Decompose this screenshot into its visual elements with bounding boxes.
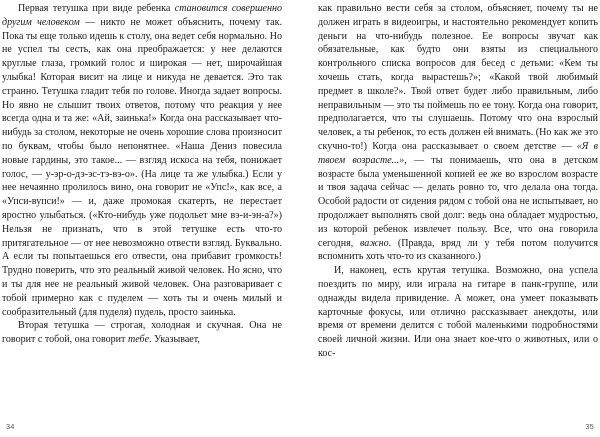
paragraph <box>2 2 282 319</box>
paragraph <box>318 2 598 264</box>
body-text: . Указывает, <box>149 334 200 346</box>
emphasized-text: становится совершенно другим человеком <box>2 3 282 28</box>
right-page-textblock <box>318 2 598 361</box>
page-number-left: 34 <box>6 422 15 431</box>
emphasized-text: важно <box>359 237 389 249</box>
page-number-right: 35 <box>585 422 594 431</box>
body-text: Первая тетушка при виде ребенка <box>18 3 175 14</box>
body-text: И, наконец, есть крутая тетушка. Возможно, она успела поездить по миру, или играла на гитаре в панк-группе, или однажды видела привидение. А может, она умеет показывать карточные фокусы, или отлично рассказывает анекдоты, или время от времени делится с тобой маленькими подробностями своей личной жизни. Или она знает кое-что о животных, или о кос- <box>318 265 598 359</box>
body-text: , — ты понимаешь, что она в детском возрасте была уменьшенной копией ее же во взрослом возрасте и твоя задача сейчас — делать ровно то, что делала она тогда. Особой радости от сидения рядом с тобой она не испытывает, но продолжает выполнять свой долг: ведь она обладает мудростью, из которой ребенок извлечет пользу. Все, что она говорила сегодня, <box>318 154 598 249</box>
paragraph <box>2 319 282 347</box>
body-text: . (Правда, вряд ли у тебя потом получится вспомнить хоть что-то из сказанного.) <box>318 237 598 263</box>
emphasized-text: «Я в твоем возрасте...» <box>318 140 599 166</box>
left-page-textblock <box>2 2 282 347</box>
body-text: Вторая тетушка — строгая, холодная и скучная. Она не говорит с тобой, она говорит <box>2 320 282 346</box>
emphasized-text: тебе <box>127 334 150 346</box>
body-text: — никто не может объяснить, почему так. Пока ты еще только идешь к столу, она ведет себя нормально. Но не успел ты сесть, как она преображается: у нее делаются круглые глаза, громкий голос и широкая — нет, широчайшая улыбка! Которая висит на лице и никуда не девается. Это так странно. Тетушка гладит тебя по голове. Иногда задает вопросы. Но явно не слышит твоих ответов, потому что реакция у нее всегда одна и та же: «Ай, заинька!» Когда она рассказывает что-нибудь за столом, некоторые не очень хорошие слова произносит по буквам, чтобы было непонятнее. «Наша Дениз повесила новые гардины, это такое... — взгляд искоса на тебя, понижает голос, — у-эр-о-дэ-эс-тэ-вэ-о». (На лице та же улыбка.) Если у нее нечаянно пролилось вино, она говорит не «Упс!», как все, а «Упси-вупси!» — и, даже промокая скатерть, не перестает яростно улыбаться. («Кто-нибудь уже подольет мне вэ-и-эн-а?») Нельзя не признать, что в этой тетушке есть что-то притягательное — от нее невозможно отвести взгляд. Буквально. А если ты попытаешься его отвести, она прибавит громкость! Трудно поверить, что это реальный живой человек. Но ясно, что и ты для нее не реальный живой человек. Она разговаривает с тобой примерно как с пуделем — хоть ты и очень милый и сообразительный (для пуделя) пудель, просто заинька. <box>2 16 282 318</box>
page-right <box>300 0 600 437</box>
body-text: как правильно вести себя за столом, объясняет, почему ты не должен играть в видеоигры, и настоятельно рекомендует копить деньги на что-нибудь полезное. Ее вопросы звучат как обязательные, как будто они взяты из специального контрольного списка вопросов для бесед с детьми: «Кем ты хочешь стать, когда вырастешь?»; «Какой твой любимый предмет в школе?». Твой ответ будет либо правильным, либо неправильным — это ты поймешь по ее тону. Когда она говорит, предполагается, что ты слушаешь. Потому что она взрослый человек, а ты ребенок, то есть должен ей внимать. (Но как же это скучно-то!) Когда она рассказывает о своем детстве — <box>318 3 598 152</box>
paragraph <box>318 264 598 361</box>
